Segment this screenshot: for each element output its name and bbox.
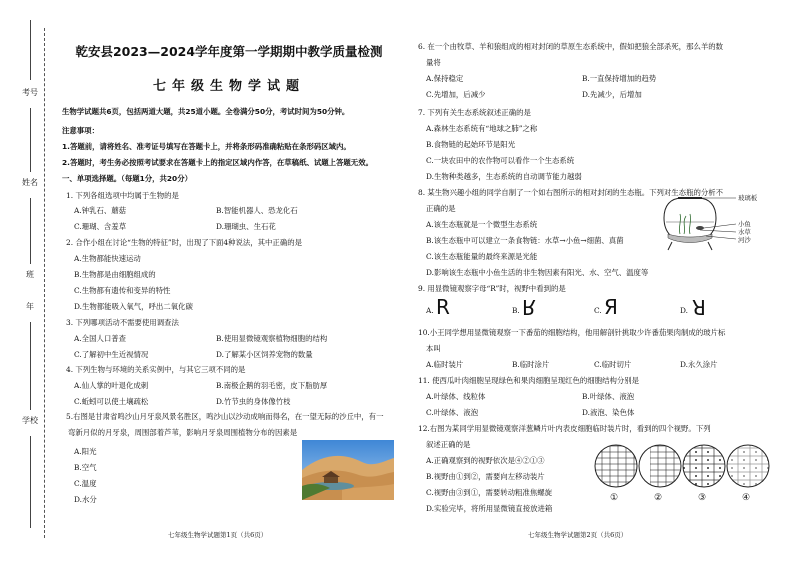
- cut-line: [44, 28, 45, 538]
- margin-label-exam-number: 考号: [22, 88, 38, 97]
- option: B.临时涂片: [512, 360, 550, 369]
- question-stem: 11. 使西瓜叶肉细胞呈现绿色和果肉细胞呈现红色的细胞结构分别是: [418, 376, 640, 385]
- option: A.保持稳定: [426, 74, 464, 83]
- exam-subtitle: 七年级生物学试题: [152, 79, 305, 94]
- option: B.一直保持增加的趋势: [582, 74, 657, 83]
- option: D.生物都能吸入氧气，呼出二氧化碳: [74, 302, 193, 311]
- notice-2: 2.答题时，考生务必按照考试要求在答题卡上的指定区域内作答，在草稿纸、试题上答题无效。: [62, 158, 373, 167]
- question-stem: 3. 下列哪项活动不需要使用调查法: [66, 318, 179, 327]
- letter-r-option-a: R: [436, 295, 450, 319]
- field-label-2: ②: [654, 493, 663, 503]
- option: B.叶绿体、液泡: [582, 392, 635, 401]
- option: B.使用显微镜观察植物细胞的结构: [216, 334, 328, 343]
- label-fish: 小鱼: [738, 220, 751, 228]
- option: C.一块农田中的农作物可以看作一个生态系统: [426, 156, 575, 165]
- option: C.了解初中生近视情况: [74, 350, 149, 359]
- margin-rule: [30, 322, 31, 410]
- label-plant: 水草: [738, 228, 751, 236]
- question-stem-cont: 量将: [426, 58, 441, 67]
- letter-r-option-b: R: [522, 295, 536, 319]
- field-label-4: ④: [742, 493, 751, 503]
- option: D.实验完毕，将所用显微镜直接放进箱: [426, 504, 553, 513]
- eco-bottle-diagram: [660, 192, 780, 252]
- option: B.: [512, 306, 520, 315]
- section-heading: 一、单项选择题。（每题1分，共20分）: [62, 174, 192, 183]
- option: D.: [680, 306, 689, 315]
- option: B.南极企鹅的羽毛密，皮下脂肪厚: [216, 381, 328, 390]
- margin-rule: [30, 108, 31, 172]
- margin-label-grade: 年: [26, 302, 34, 311]
- question-stem: 1. 下列各组选项中均属于生物的是: [66, 191, 179, 200]
- question-stem: 7. 下列有关生态系统叙述正确的是: [418, 108, 531, 117]
- field-label-3: ③: [698, 493, 707, 503]
- option: A.仙人掌的叶退化成刺: [74, 381, 149, 390]
- option: A.生物都能快速运动: [74, 254, 141, 263]
- question-stem: 2. 合作小组在讨论“生物的特征”时，出现了下面4种说法，其中正确的是: [66, 238, 302, 247]
- option: D.了解某小区饲养宠物的数量: [216, 350, 313, 359]
- option: D.生物种类越多，生态系统的自动调节能力越弱: [426, 172, 582, 181]
- option: C.珊瑚、含羞草: [74, 222, 127, 231]
- question-stem: 9. 用显微镜观察字母“R”时，视野中看到的是: [418, 284, 566, 293]
- option: B.该生态瓶中可以建立一条食物链：水草→小鱼→细菌、真菌: [426, 236, 624, 245]
- option: A.: [426, 306, 434, 315]
- margin-rule: [30, 20, 31, 80]
- question-stem: 4. 下列生物与环境的关系实例中，与其它三项不同的是: [66, 365, 246, 374]
- margin-label-school: 学校: [22, 416, 38, 425]
- margin-label-name: 姓名: [22, 178, 38, 187]
- option: C.该生态瓶能量的最终来源是光能: [426, 252, 538, 261]
- microscope-fields-diagram: [594, 440, 770, 506]
- option: A.全国人口普查: [74, 334, 127, 343]
- option: A.该生态瓶就是一个微型生态系统: [426, 220, 538, 229]
- option: C.温度: [74, 479, 97, 488]
- option: C.蚯蚓可以使土壤疏松: [74, 397, 149, 406]
- option: B.空气: [74, 463, 97, 472]
- option: A.钟乳石、蘑菇: [74, 206, 127, 215]
- option: C.叶绿体、液泡: [426, 408, 479, 417]
- option: A.叶绿体、线粒体: [426, 392, 486, 401]
- question-stem-cont: 本叫: [426, 344, 441, 353]
- question-stem: 8. 某生物兴趣小组的同学自制了一个如右图所示的相对封闭的生态瓶。下列对生态瓶的分析不: [418, 188, 724, 197]
- page-footer-left: 七年级生物学试题第1页（共6页）: [168, 531, 268, 539]
- notice-1: 1.答题前，请将姓名、准考证号填写在答题卡上，并将条形码准确粘贴在条形码区域内。: [62, 142, 351, 151]
- option: A.阳光: [74, 447, 97, 456]
- question-stem: 10.小王同学想用显微镜观察一下番茄的细胞结构，他用解剖针挑取少许番茄果肉制成的玻片标: [418, 328, 726, 337]
- intro-line: 生物学试题共6页，包括两道大题，共25道小题。全卷满分50分，考试时间为50分钟。: [62, 107, 350, 116]
- option: A.正确观察到的视野依次是④②①③: [426, 456, 545, 465]
- question-stem: 12.右图为某同学用显微镜观察洋葱鳞片叶内表皮细胞临时装片时，看到的四个视野。下列: [418, 424, 711, 433]
- option: C.先增加，后减少: [426, 90, 486, 99]
- question-stem-cont: 叙述正确的是: [426, 440, 471, 449]
- option: D.先减少，后增加: [582, 90, 642, 99]
- option: A.临时装片: [426, 360, 464, 369]
- notice-title: 注意事项：: [62, 126, 99, 135]
- label-glass: 玻璃板: [738, 194, 758, 202]
- option: C.生物都有遗传和变异的特性: [74, 286, 171, 295]
- option: B.食物链的起始环节是阳光: [426, 140, 516, 149]
- page-footer-right: 七年级生物学试题第2页（共6页）: [528, 531, 628, 539]
- letter-r-option-d: R: [692, 295, 706, 319]
- margin-label-class: 班: [26, 270, 34, 279]
- letter-r-option-c: Я: [604, 295, 618, 319]
- option: C.视野由③到①，需要转动粗准焦螺旋: [426, 488, 552, 497]
- option: D.珊瑚虫、生石花: [216, 222, 276, 231]
- option: D.竹节虫的身体像竹枝: [216, 397, 291, 406]
- crescent-spring-photo: [302, 440, 394, 500]
- margin-rule: [30, 198, 31, 264]
- question-stem-cont: 正确的是: [426, 204, 456, 213]
- question-stem: 6. 在一个由牧草、羊和狼组成的相对封闭的草原生态系统中，假如把狼全部杀死，那么羊的数: [418, 42, 724, 51]
- option: B.智能机器人、恐龙化石: [216, 206, 298, 215]
- option: D.水分: [74, 495, 97, 504]
- question-stem: 5.右图是甘肃省鸣沙山月牙泉风景名胜区，鸣沙山以沙动成响而得名，在一望无际的沙丘中，有一: [66, 412, 384, 421]
- option: C.: [594, 306, 602, 315]
- option: C.临时切片: [594, 360, 632, 369]
- margin-rule: [30, 436, 31, 528]
- binding-margin: [0, 0, 52, 561]
- label-sand: 河沙: [738, 236, 751, 244]
- option: B.视野由①到②，需要向左移动装片: [426, 472, 545, 481]
- question-stem-cont: 弯新月似的月牙泉，周围部着芦苇，影响月牙泉周围植物分布的因素是: [68, 428, 298, 437]
- option: D.液泡、染色体: [582, 408, 635, 417]
- option: D.影响该生态瓶中小鱼生活的非生物因素有阳光、水、空气、温度等: [426, 268, 649, 277]
- option: D.永久涂片: [680, 360, 718, 369]
- option: A.森林生态系统有“地球之肺”之称: [426, 124, 538, 133]
- field-label-1: ①: [610, 493, 619, 503]
- option: B.生物都是由细胞组成的: [74, 270, 156, 279]
- exam-title: 乾安县2023—2024学年度第一学期期中教学质量检测: [75, 44, 383, 59]
